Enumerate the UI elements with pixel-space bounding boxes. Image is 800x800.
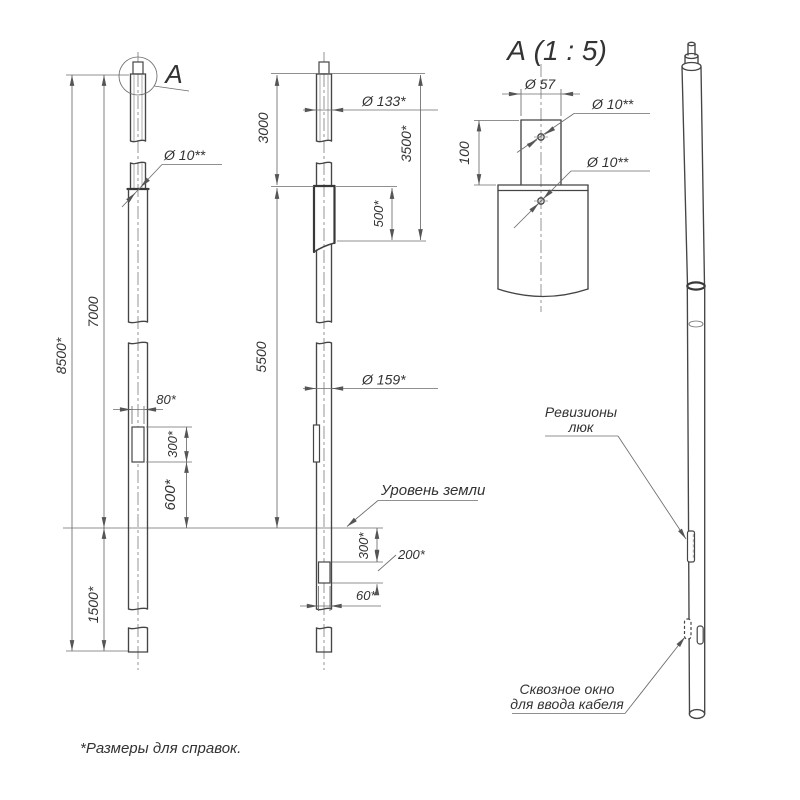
dim-500-label: 500* <box>371 200 386 228</box>
detail-a-title: А (1 : 5) <box>507 35 607 66</box>
iso-bottom-rim <box>689 710 704 719</box>
dim-80-label: 80* <box>156 392 176 407</box>
view-left-pole <box>53 52 383 670</box>
dim-300-left-label: 300* <box>165 431 180 458</box>
hatch-label-line2: люк <box>568 419 594 435</box>
dim-d57-label: Ø 57 <box>524 76 556 92</box>
dim-100-label: 100 <box>456 141 472 165</box>
iso-cable-window-right <box>697 626 703 644</box>
ground-level-label: Уровень земли <box>381 482 486 499</box>
dim-200-label: 200* <box>398 547 425 562</box>
dim-d10-upper-label: Ø 10** <box>592 96 634 112</box>
dim-d10-lower-label: Ø 10** <box>587 154 629 170</box>
view-iso-pole <box>510 42 704 718</box>
dim-8500-label: 8500* <box>53 337 69 375</box>
dim-d10-left-label: Ø 10** <box>164 147 206 163</box>
dim-60-label: 60* <box>356 588 376 603</box>
iso-cable-window-left <box>685 619 692 639</box>
front-cable-window <box>319 562 331 583</box>
window-label-line2: для ввода кабеля <box>510 696 624 712</box>
iso-top-rim <box>682 63 701 71</box>
view-front-pole <box>253 52 486 670</box>
left-revision-hatch <box>132 427 144 462</box>
iso-joint-rim <box>687 282 704 289</box>
dim-1500-label: 1500* <box>85 586 101 624</box>
dim-5500-label: 5500 <box>253 341 269 373</box>
dim-d133-label: Ø 133* <box>362 93 406 109</box>
left-pole-tip <box>133 62 143 74</box>
footnote: *Размеры для справок. <box>80 740 242 757</box>
dim-3000-label: 3000 <box>255 112 271 144</box>
dim-3500-label: 3500* <box>398 125 414 163</box>
front-hatch-slot <box>314 425 320 462</box>
window-label-line1: Сквозное окно <box>519 681 615 697</box>
front-pole-tip <box>319 62 329 74</box>
detail-a <box>456 35 650 312</box>
dim-600-label: 600* <box>162 479 179 511</box>
hatch-label-line1: Ревизионы <box>544 404 618 420</box>
dim-7000-label: 7000 <box>85 296 101 328</box>
dim-d159-label: Ø 159* <box>362 371 406 388</box>
dim-300-front-label: 300* <box>356 532 371 560</box>
detail-callout-label: А <box>165 59 183 89</box>
